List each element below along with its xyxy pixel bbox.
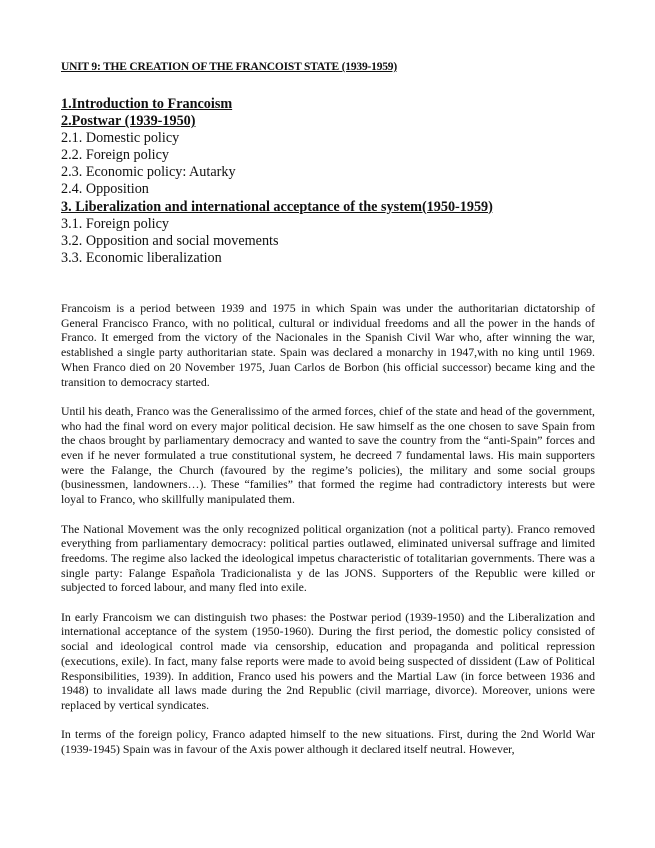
paragraph: Francoism is a period between 1939 and 1975 in which Spain was under the authoritarian dictatorship of General Francisco Franco, with no political, cultural or individual freedoms and all the power in the hands of Franco. It emerged from the victory of the Nacionales in the Spanish Civil War who, after winning the war, established a single party authoritarian state. Spain was declared a monarchy in 1947,with no king until 1969. When Franco died on 20 November 1975, Juan Carlos de Borbon (his official successor) became king and the transition to democracy started. bbox=[61, 301, 595, 389]
paragraph: In early Francoism we can distinguish two phases: the Postwar period (1939-1950) and the Liberalization and international acceptance of the system (1950-1960). During the first period, the domestic policy consisted of social and ideological control made via censorship, education and propaganda and political repression (executions, exile). In fact, many false reports were made to avoid being suspected of dissident (Law of Political Responsibilities, 1939). In addition, Franco used his powers and the Martial Law (in force between 1936 and 1948) to invalidate all laws made during the 2nd Republic (civil marriage, divorce). Moreover, unions were replaced by vertical syndicates. bbox=[61, 609, 595, 712]
body-text bbox=[61, 301, 595, 771]
toc-subitem: 2.2. Foreign policy bbox=[61, 147, 169, 164]
toc-subitem: 2.4. Opposition bbox=[61, 181, 149, 198]
paragraph: Until his death, Franco was the Generalissimo of the armed forces, chief of the state and head of the government, who had the final word on every major political decision. He saw himself as the one chosen to save Spain from the chaos brought by parliamentary democracy and wanted to save the country from the “anti-Spain” forces and even if he never formulated a true constitutional system, he decreed 7 fundamental laws. His main supporters were the Falange, the Church (favoured by the regime’s policies), the military and some social groups (businessmen, landowners…). These “families” that formed the regime had contradictory interests but were loyal to Franco, who skillfully manipulated them. bbox=[61, 403, 595, 507]
toc-heading: 3. Liberalization and international acceptance of the system(1950-1959) bbox=[61, 198, 493, 215]
toc-subitem: 2.1. Domestic policy bbox=[61, 130, 180, 147]
toc-subitem: 2.3. Economic policy: Autarky bbox=[61, 164, 236, 181]
table-of-contents bbox=[61, 96, 621, 267]
toc-heading: 1.Introduction to Francoism bbox=[61, 96, 233, 112]
toc-subitem: 3.2. Opposition and social movements bbox=[61, 232, 279, 249]
paragraph: In terms of the foreign policy, Franco adapted himself to the new situations. First, during the 2nd World War (1939-1945) Spain was in favour of the Axis power although it declared itself neutral. However, bbox=[61, 727, 595, 757]
paragraph: The National Movement was the only recognized political organization (not a political party). Franco removed everything from parliamentary democracy: political parties outlawed, eliminated universal suffrage and limited freedoms. The regime also lacked the ideological impetus characteristic of totalitarian governments. There was a single party: Falange Española Tradicionalista y de las JONS. Supporters of the Republic were killed or subjected to forced labour, and many fled into exile. bbox=[61, 521, 595, 595]
toc-subitem: 3.1. Foreign policy bbox=[61, 215, 169, 232]
document-title: UNIT 9: THE CREATION OF THE FRANCOIST STATE (1939-1959) bbox=[61, 61, 397, 73]
toc-heading: 2.Postwar (1939-1950) bbox=[61, 113, 196, 130]
toc-subitem: 3.3. Economic liberalization bbox=[61, 249, 222, 266]
